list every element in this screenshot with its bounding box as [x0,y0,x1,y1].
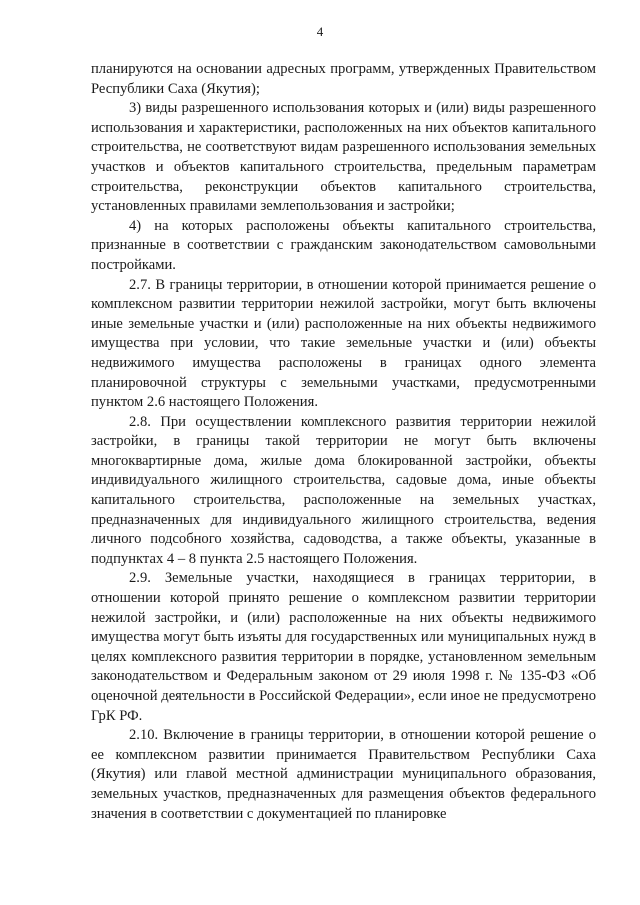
paragraph-item-3: 3) виды разрешенного использования которых и (или) виды разрешенного использования и характеристики, расположенных на них объектов капитального строительства, не соответствуют видам разрешенного использования земельных участков и объектов капитального строительства, предельным параметрам строительства, реконструкции объектов капитального строительства, установленных правилами землепользования и застройки; [91,100,596,215]
paragraph-2-8: 2.8. При осуществлении комплексного развития территории нежилой застройки, в границы такой территории не могут быть включены многоквартирные дома, жилые дома блокированной застройки, объекты индивидуального жилищного строительства, садовые дома, иные объекты капитального строительства, расположенные на земельных участках, предназначенных для индивидуального жилищного строительства, ведения личного подсобного хозяйства, садоводства, а также объекты, указанные в подпунктах 4 – 8 пункта 2.5 настоящего Положения. [91,413,596,567]
paragraph-continuation: планируются на основании адресных программ, утвержденных Правительством Республики Саха (Якутия); [91,61,596,97]
paragraph-2-7: 2.7. В границы территории, в отношении которой принимается решение о комплексном развитии территории нежилой застройки, могут быть включены иные земельные участки и (или) расположенные на них объекты недвижимого имущества при условии, что такие земельные участки и (или) объекты недвижимого имущества расположены в границах одного элемента планировочной структуры с земельными участками, предусмотренными пунктом 2.6 настоящего Положения. [91,276,596,411]
document-body [91,60,596,824]
paragraph-item-4: 4) на которых расположены объекты капитального строительства, признанные в соответствии с гражданским законодательством самовольными постройками. [91,217,596,273]
page-number: 4 [316,24,324,39]
paragraph-2-9: 2.9. Земельные участки, находящиеся в границах территории, в отношении которой принято решение о комплексном развитии территории нежилой застройки, и (или) расположенные на них объекты недвижимого имущества могут быть изъяты для государственных или муниципальных нужд в целях комплексного развития территории в порядке, установленном земельным законодательством и Федеральным законом от 29 июля 1998 г. № 135-ФЗ «Об оценочной деятельности в Российской Федерации», если иное не предусмотрено ГрК РФ. [91,570,596,724]
paragraph-2-10: 2.10. Включение в границы территории, в отношении которой решение о ее комплексном развитии принимается Правительством Республики Саха (Якутия) или главой местной администрации муниципального образования, земельных участков, предназначенных для размещения объектов федерального значения в соответствии с документацией по планировке [91,727,596,822]
